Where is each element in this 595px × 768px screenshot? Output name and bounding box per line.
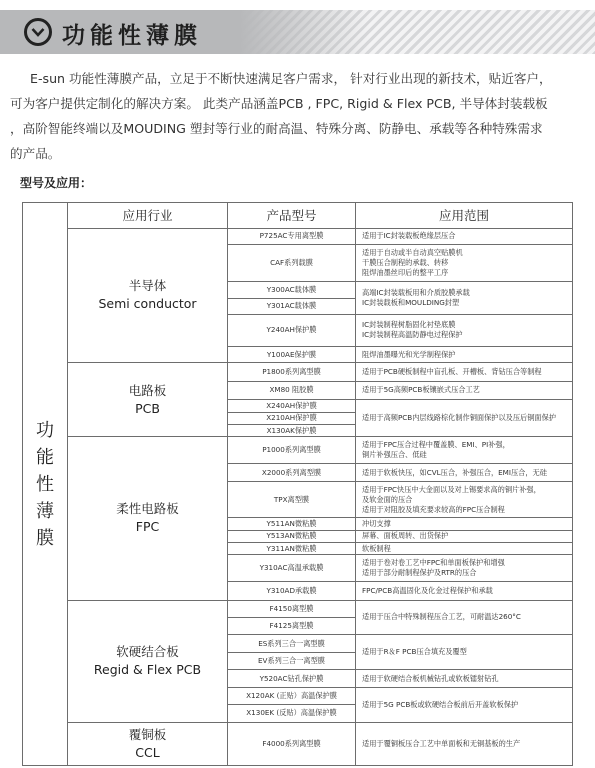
model-cell: X210AH保护膜 (228, 412, 356, 424)
industry-cell (68, 722, 228, 765)
industry-cn: 软硬结合板 (116, 644, 179, 660)
model-cell: ES系列三合一离型膜 (228, 635, 356, 652)
table-header-row (23, 203, 573, 229)
industry-en: Semi conductor (98, 296, 197, 312)
use-cell: 阻焊油墨曝光和光学制程保护 (356, 346, 573, 362)
industry-cn: 半导体 (128, 278, 167, 294)
model-cell: X2000系列离型膜 (228, 463, 356, 481)
model-cell: F4150离型膜 (228, 600, 356, 617)
model-cell: X120AK (正贴）高温保护膜 (228, 687, 356, 704)
banner-fade (240, 10, 370, 54)
model-cell: P1800系列离型膜 (228, 363, 356, 381)
model-cell: Y240AH保护膜 (228, 314, 356, 346)
industry-cell (68, 437, 228, 600)
model-cell: Y100AE保护膜 (228, 346, 356, 362)
intro-line (10, 66, 585, 91)
main-category-char: 膜 (36, 527, 54, 549)
industry-en: CCL (135, 744, 160, 760)
model-cell: Y520AC钻孔保护膜 (228, 670, 356, 687)
chevron-down-circle-icon (24, 18, 52, 46)
use-cell: 适用于5G PCB板或软硬结合板前后开盖软板保护 (356, 687, 573, 722)
use-cell: 高端IC封装载板用和介质胶膜承载 IC封装载板和MOULDING封塑 (356, 282, 573, 315)
main-category-char: 能 (36, 446, 54, 468)
main-category-char: 薄 (36, 500, 54, 522)
main-category-char: 性 (36, 473, 54, 495)
use-cell: 适用于软板快压，如CVL压合，补强压合，EMI压合，无硅 (356, 463, 573, 481)
model-cell: X130EK (反贴）高温保护膜 (228, 705, 356, 722)
intro-text: E-sun 功能性薄膜产品，立足于不断快速满足客户需求， 针对行业出现的新技术，贴近客户， (30, 71, 552, 86)
product-table (22, 202, 573, 766)
model-cell: CAF系列载膜 (228, 245, 356, 282)
use-cell: 软板制程 (356, 543, 573, 555)
model-cell: Y301AC载体膜 (228, 298, 356, 314)
model-cell: P1000系列离型膜 (228, 437, 356, 464)
model-cell: Y511AN微粘膜 (228, 518, 356, 530)
model-cell: Y310AD承载膜 (228, 582, 356, 600)
use-cell: 适用于卷对卷工艺中FPC和单面板保护和增强 适用于部分耐制程保护及RTR的压合 (356, 555, 573, 582)
model-cell: F4000系列离型膜 (228, 722, 356, 765)
intro-line: 的产品。 (10, 146, 61, 161)
industry-cn: 覆铜板 (128, 726, 167, 742)
header-industry: 应用行业 (68, 203, 228, 229)
intro-paragraph (10, 66, 585, 166)
model-cell: Y513AN微粘膜 (228, 530, 356, 542)
table-row (23, 437, 573, 464)
use-cell: 适用于R＆F PCB压合填充及覆型 (356, 635, 573, 670)
use-cell: 适用于自动或半自动真空贴膜机 干膜压合制程的承载、转移 阻焊油墨丝印后的整平工序 (356, 245, 573, 282)
model-cell: EV系列三合一离型膜 (228, 652, 356, 669)
model-cell: F4125离型膜 (228, 617, 356, 634)
use-cell: 适用于软硬结合板机械钻孔或软板镭射钻孔 (356, 670, 573, 687)
intro-line: ，高阶智能终端以及MOUDING 塑封等行业的耐高温、特殊分离、防静电、承载等各种特殊需求 (10, 121, 543, 136)
industry-cell (68, 600, 228, 722)
use-cell: 适用于高频PCB内层线路棕化制作铜面保护以及压后铜面保护 (356, 400, 573, 437)
industry-cell (68, 228, 228, 363)
industry-en: FPC (135, 519, 160, 535)
model-cell: XM80 阻胶膜 (228, 381, 356, 399)
table-row (23, 722, 573, 765)
use-cell: 适用于覆铜板压合工艺中单面板和无铜基板的生产 (356, 722, 573, 765)
industry-en: PCB (135, 400, 160, 416)
main-category-cell (23, 203, 68, 766)
use-cell: FPC/PCB高温固化及化金过程保护和承载 (356, 582, 573, 600)
model-cell: Y310AC高温承载膜 (228, 555, 356, 582)
use-cell: 屏幕、面板周转、出货保护 (356, 530, 573, 542)
industry-cn: 电路板 (128, 382, 167, 398)
use-cell: 适用于IC封装载板绝缘层压合 (356, 228, 573, 244)
main-category-char: 功 (36, 419, 54, 441)
section-banner (0, 10, 595, 54)
use-cell: 适用于FPC压合过程中覆盖膜、EMI、PI补强， 铜片补强压合、低硅 (356, 437, 573, 464)
use-cell: 适用于PCB硬板制程中盲孔板、开槽板、背钻压合等制程 (356, 363, 573, 381)
model-cell: X130AK保护膜 (228, 424, 356, 436)
use-cell: 适用于压合中特殊制程压合工艺，可耐温达260°C (356, 600, 573, 635)
page-title: 功能性薄膜 (62, 23, 202, 49)
use-cell: 冲切支撑 (356, 518, 573, 530)
model-cell: X240AH保护膜 (228, 400, 356, 412)
model-cell: TPX离型膜 (228, 482, 356, 518)
model-cell: Y300AC载体膜 (228, 282, 356, 298)
industry-cn: 柔性电路板 (116, 501, 179, 517)
use-cell: 适用于FPC快压中大金面以及对上锡要求高的铜片补强， 及软金面的压合 适用于对阻胶及填充要求较高的FPC压合制程 (356, 482, 573, 518)
industry-en: Regid & Flex PCB (93, 662, 202, 678)
header-model: 产品型号 (228, 203, 356, 229)
subheading: 型号及应用： (20, 176, 93, 190)
use-cell: 适用于5G高频PCB板镶嵌式压合工艺 (356, 381, 573, 399)
table-row (23, 363, 573, 381)
industry-cell (68, 363, 228, 437)
table-row (23, 600, 573, 617)
model-cell: P725AC专用离型膜 (228, 228, 356, 244)
header-use: 应用范围 (356, 203, 573, 229)
use-cell: IC封装制程树脂固化衬垫底膜 IC封装制程高温防静电过程保护 (356, 314, 573, 346)
model-cell: Y311AN微粘膜 (228, 543, 356, 555)
intro-line: 可为客户提供定制化的解决方案。 此类产品涵盖PCB , FPC, Rigid & Flex PCB, 半导体封装载板 (10, 96, 548, 111)
table-row (23, 228, 573, 244)
